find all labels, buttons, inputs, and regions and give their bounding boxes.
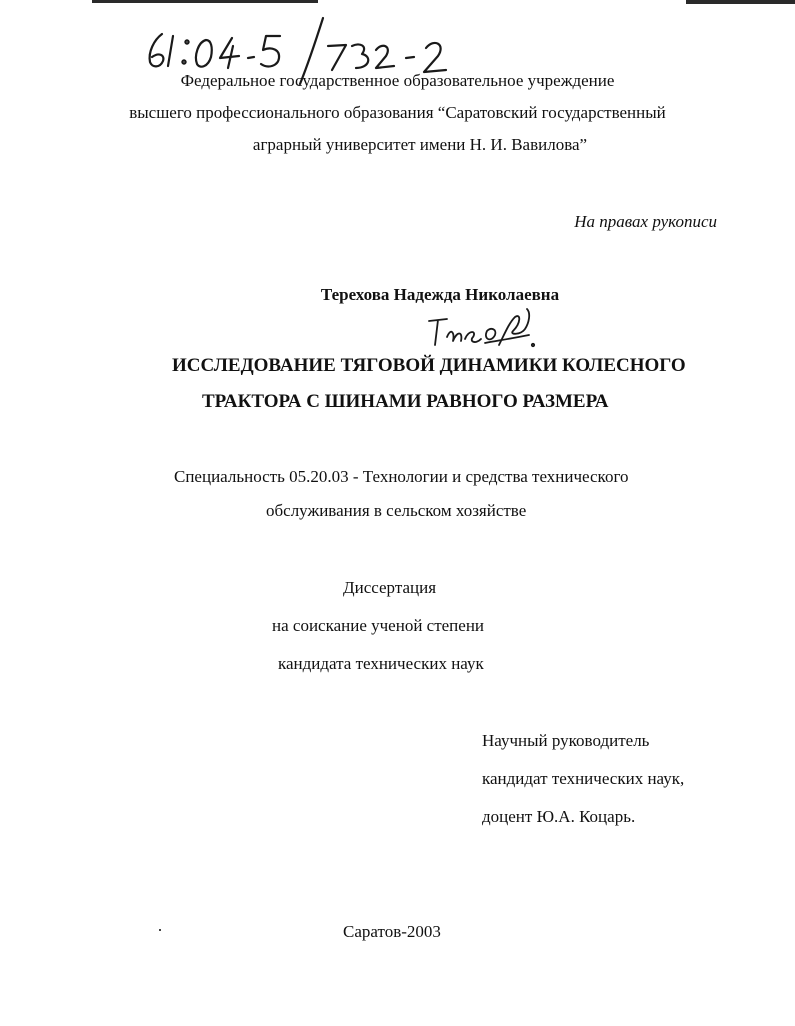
institution-line-1: Федеральное государственное образовательное учреждение <box>180 71 615 90</box>
supervisor-line-3: доцент Ю.А. Коцарь. <box>482 807 636 826</box>
title-line-1: ИССЛЕДОВАНИЕ ТЯГОВОЙ ДИНАМИКИ КОЛЕСНОГО <box>172 355 686 376</box>
degree-line-1: Диссертация <box>343 578 437 597</box>
degree-line-2: на соискание ученой степени <box>272 616 485 635</box>
specialty-line-2: обслуживания в сельском хозяйстве <box>266 501 527 520</box>
supervisor-line-1: Научный руководитель <box>482 731 650 750</box>
city-year: Саратов-2003 <box>343 922 441 941</box>
scan-edge-top-left <box>92 0 318 3</box>
rights-note: На правах рукописи <box>574 212 717 231</box>
supervisor-line-2: кандидат технических наук, <box>482 769 685 788</box>
institution-line-3: аграрный университет имени Н. И. Вавилова” <box>252 135 588 154</box>
author-name: Терехова Надежда Николаевна <box>320 285 560 304</box>
scan-edge-top-right <box>686 0 795 4</box>
author-signature <box>425 305 545 355</box>
title-line-2: ТРАКТОРА С ШИНАМИ РАВНОГО РАЗМЕРА <box>202 391 609 412</box>
specialty-line-1: Специальность 05.20.03 - Технологии и средства технического <box>174 467 629 486</box>
degree-line-3: кандидата технических наук <box>278 654 484 673</box>
institution-line-2: высшего профессионального образования “Саратовский государственный <box>129 103 666 122</box>
scan-speck <box>159 929 161 931</box>
